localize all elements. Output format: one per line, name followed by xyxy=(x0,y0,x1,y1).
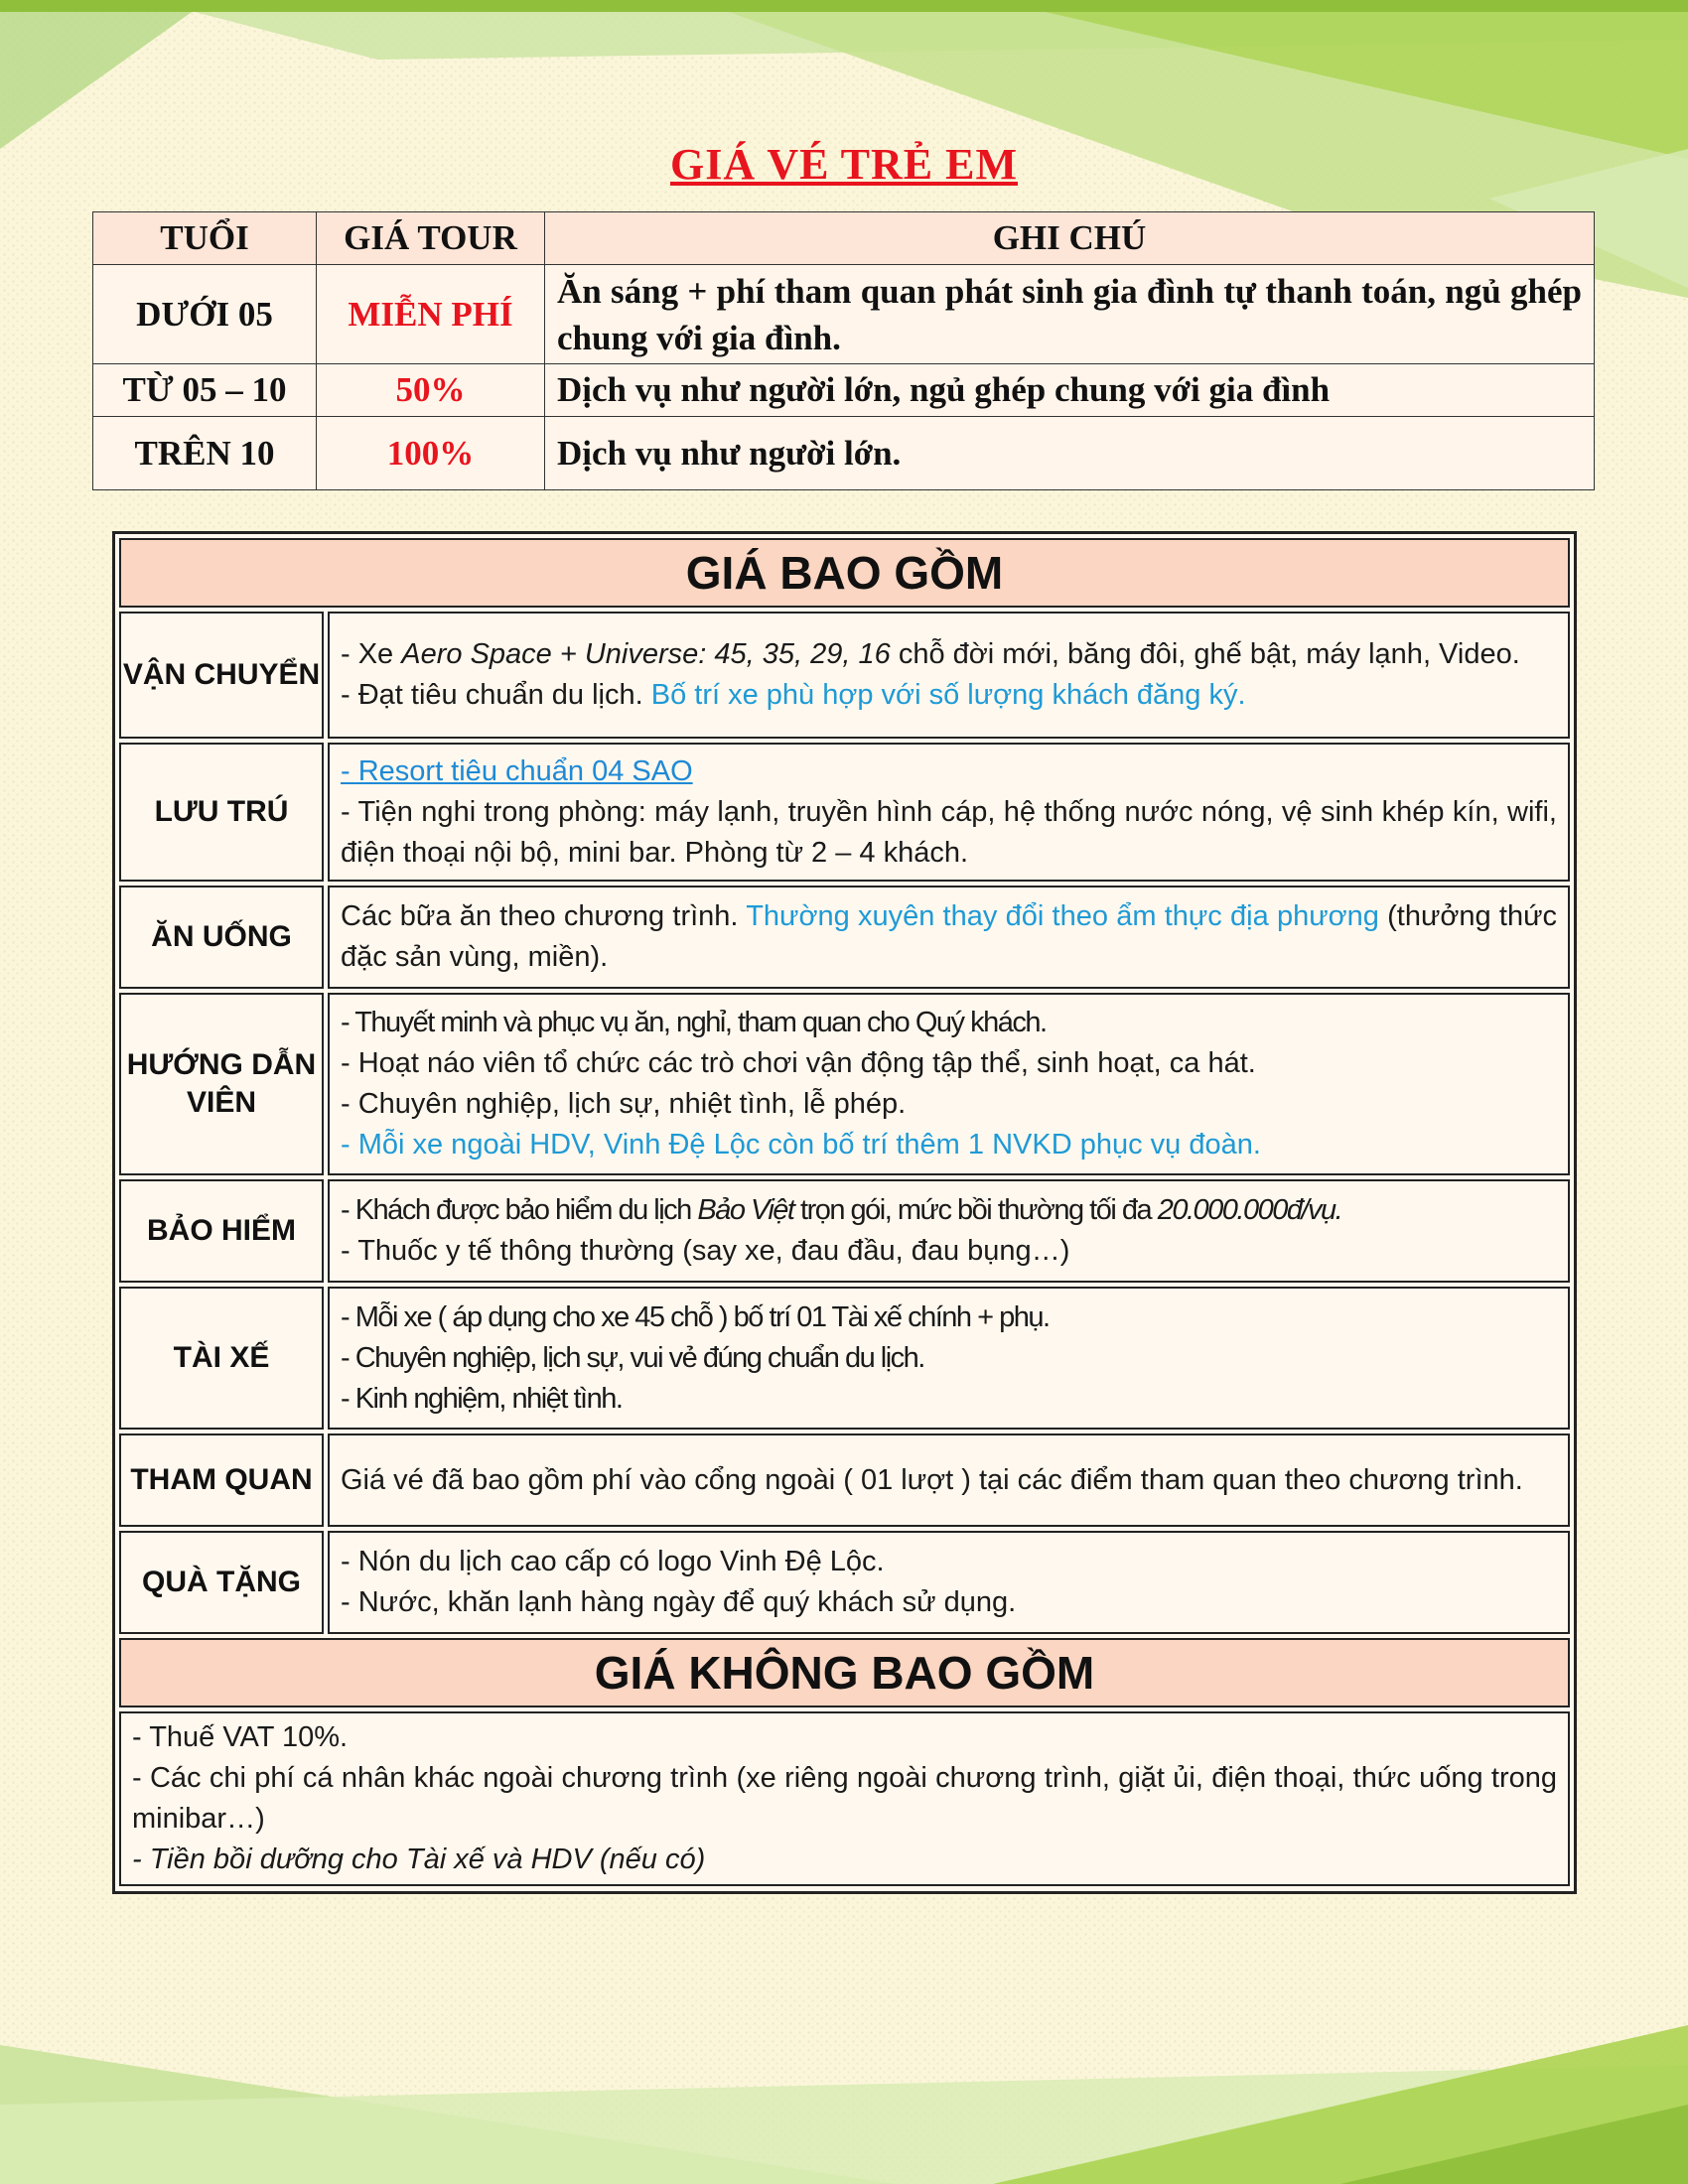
transport-desc: - Xe Aero Space + Universe: 45, 35, 29, 16 chỗ đời mới, băng đôi, ghế bật, máy lạnh, Video. - Đạt tiêu chuẩn du lịch. Bố trí xe phù hợp với số lượng khách đăng ký. xyxy=(328,612,1570,739)
guide-label: HƯỚNG DẪN VIÊN xyxy=(119,993,324,1175)
row-transport xyxy=(119,612,1570,739)
gift-line: - Nón du lịch cao cấp có logo Vinh Đệ Lộc. xyxy=(341,1546,885,1577)
table-row xyxy=(93,417,1595,490)
meals-note: Thường xuyên thay đổi theo ẩm thực địa phương xyxy=(746,900,1379,932)
sightseeing-label: THAM QUAN xyxy=(119,1433,324,1527)
insurer-name: Bảo Việt xyxy=(697,1194,794,1226)
sightseeing-desc: Giá vé đã bao gồm phí vào cổng ngoài ( 01 lượt ) tại các điểm tham quan theo chương trình. xyxy=(328,1433,1570,1527)
gifts-label: QUÀ TẶNG xyxy=(119,1531,324,1634)
price-cell: MIỄN PHÍ xyxy=(317,265,545,364)
lodging-amenities: - Tiện nghi trong phòng: máy lạnh, truyền hình cáp, hệ thống nước nóng, vệ sinh khép kín, wifi, điện thoại nội bộ, mini bar. Phòng từ 2 – 4 khách. xyxy=(341,795,1557,869)
insurance-line: - Thuốc y tế thông thường (say xe, đau đầu, đau bụng…) xyxy=(341,1235,1070,1267)
guide-line: - Hoạt náo viên tổ chức các trò chơi vận động tập thể, sinh hoạt, ca hát. xyxy=(341,1047,1256,1079)
guide-line-extra: - Mỗi xe ngoài HDV, Vinh Đệ Lộc còn bố trí thêm 1 NVKD phục vụ đoàn. xyxy=(341,1129,1261,1160)
inclusions-table xyxy=(115,534,1574,1890)
guide-line: - Thuyết minh và phục vụ ăn, nghỉ, tham quan cho Quý khách. xyxy=(341,1007,1047,1038)
excluded-desc xyxy=(119,1711,1570,1886)
transport-label: VẬN CHUYỂN xyxy=(119,612,324,739)
meals-label: ĂN UỐNG xyxy=(119,886,324,989)
kids-pricing-title: GIÁ VÉ TRẺ EM xyxy=(669,140,1018,189)
driver-label: TÀI XẾ xyxy=(119,1287,324,1430)
insurance-label: BẢO HIỂM xyxy=(119,1179,324,1283)
resort-link[interactable]: - Resort tiêu chuẩn 04 SAO xyxy=(341,754,693,787)
insurance-desc: - Khách được bảo hiểm du lịch Bảo Việt trọn gói, mức bồi thường tối đa 20.000.000đ/vụ. - Thuốc y tế thông thường (say xe, đau đầu, đau bụng…) xyxy=(328,1179,1570,1283)
row-gifts xyxy=(119,1531,1570,1634)
row-lodging xyxy=(119,743,1570,882)
driver-desc xyxy=(328,1287,1570,1430)
row-insurance xyxy=(119,1179,1570,1283)
driver-line: - Chuyên nghiệp, lịch sự, vui vẻ đúng chuẩn du lịch. xyxy=(341,1341,924,1374)
table-header-row xyxy=(93,212,1595,265)
excluded-title: GIÁ KHÔNG BAO GỒM xyxy=(119,1638,1570,1707)
table-row xyxy=(93,265,1595,364)
note-cell: Ăn sáng + phí tham quan phát sinh gia đình tự thanh toán, ngủ ghép chung với gia đình. xyxy=(545,265,1595,364)
note-cell: Dịch vụ như người lớn, ngủ ghép chung với gia đình xyxy=(545,364,1595,417)
age-cell: TỪ 05 – 10 xyxy=(93,364,317,417)
meals-desc: Các bữa ăn theo chương trình. Thường xuyên thay đổi theo ẩm thực địa phương (thưởng thức đặc sản vùng, miền). xyxy=(328,886,1570,989)
lodging-label: LƯU TRÚ xyxy=(119,743,324,882)
driver-line: - Mỗi xe ( áp dụng cho xe 45 chỗ ) bố trí 01 Tài xế chính + phụ. xyxy=(341,1300,1050,1333)
guide-line: - Chuyên nghiệp, lịch sự, nhiệt tình, lễ phép. xyxy=(341,1088,907,1120)
gift-line: - Nước, khăn lạnh hàng ngày để quý khách sử dụng. xyxy=(341,1586,1017,1618)
age-cell: TRÊN 10 xyxy=(93,417,317,490)
transport-note: Bố trí xe phù hợp với số lượng khách đăng ký. xyxy=(650,679,1246,711)
row-excluded xyxy=(119,1711,1570,1886)
guide-desc xyxy=(328,993,1570,1175)
lodging-desc xyxy=(328,743,1570,882)
excluded-line: - Các chi phí cá nhân khác ngoài chương trình (xe riêng ngoài chương trình, giặt ủi, điện thoại, thức uống trong minibar…) xyxy=(132,1762,1557,1835)
inclusions-box xyxy=(112,531,1577,1894)
bus-models: Aero Space + Universe: 45, 35, 29, 16 xyxy=(401,638,891,670)
price-cell: 50% xyxy=(317,364,545,417)
header-note: GHI CHÚ xyxy=(545,212,1595,265)
driver-line: - Kinh nghiệm, nhiệt tình. xyxy=(341,1382,623,1415)
insurance-max: 20.000.000đ/vụ. xyxy=(1157,1194,1342,1226)
row-guide xyxy=(119,993,1570,1175)
excluded-line: - Thuế VAT 10%. xyxy=(132,1721,349,1753)
row-meals xyxy=(119,886,1570,989)
header-price: GIÁ TOUR xyxy=(317,212,545,265)
row-driver xyxy=(119,1287,1570,1430)
excluded-line-tips: - Tiền bồi dưỡng cho Tài xế và HDV (nếu có) xyxy=(132,1843,706,1875)
row-sightseeing xyxy=(119,1433,1570,1527)
table-row xyxy=(93,364,1595,417)
gifts-desc xyxy=(328,1531,1570,1634)
age-cell: DƯỚI 05 xyxy=(93,265,317,364)
price-cell: 100% xyxy=(317,417,545,490)
header-age: TUỔI xyxy=(93,212,317,265)
note-cell: Dịch vụ như người lớn. xyxy=(545,417,1595,490)
kids-pricing-table xyxy=(92,211,1595,490)
included-title: GIÁ BAO GỒM xyxy=(119,538,1570,608)
